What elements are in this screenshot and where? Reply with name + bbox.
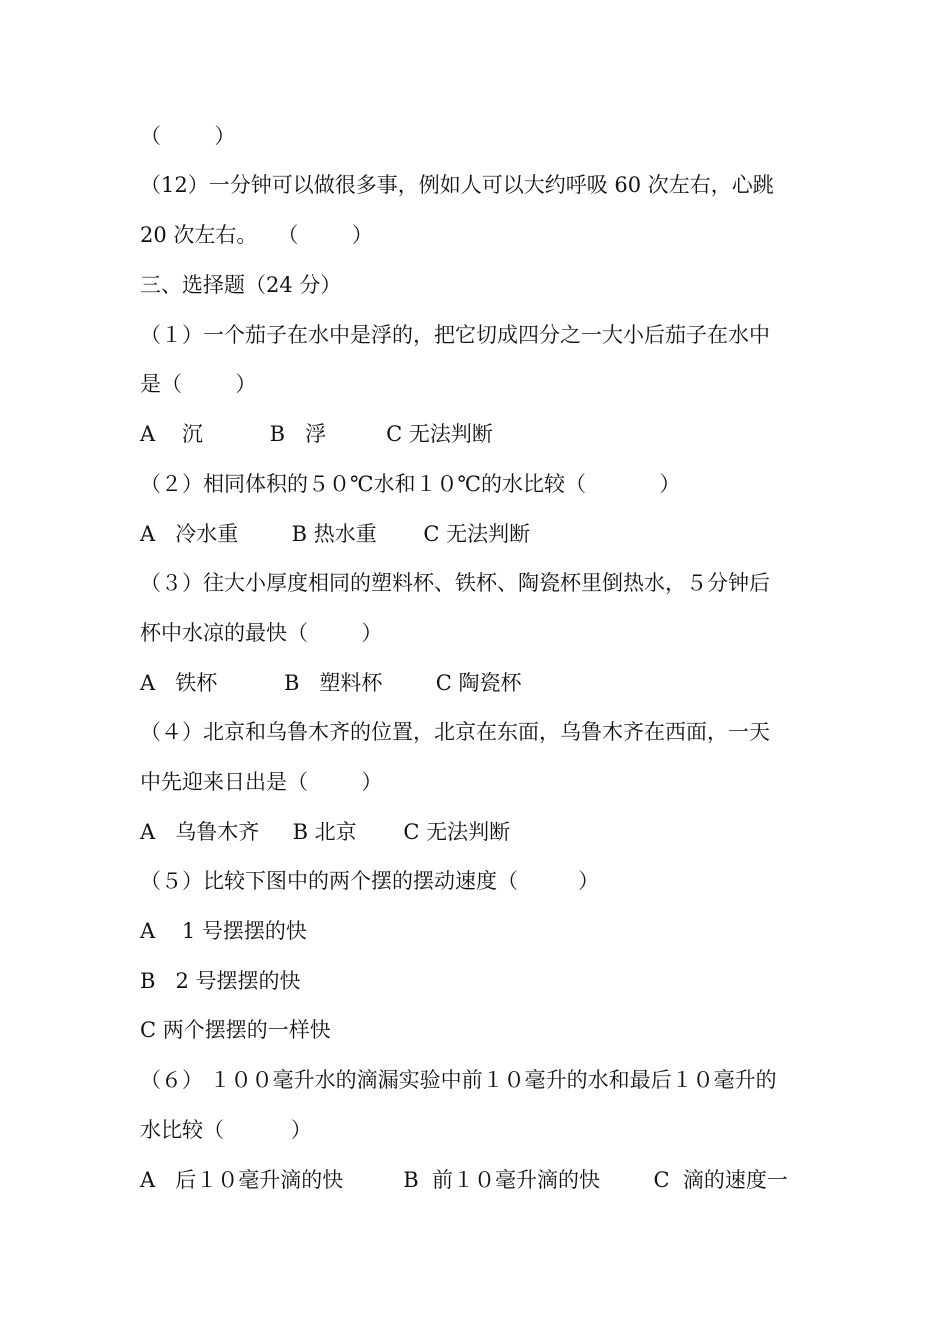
options-line-6: A 后１０毫升滴的快 B 前１０毫升滴的快 C 滴的速度一 xyxy=(140,1168,788,1192)
options-line-3: A 铁杯 B 塑料杯 C 陶瓷杯 xyxy=(140,671,522,695)
text-line-5: （１）一个茄子在水中是浮的，把它切成四分之一大小后茄子在水中 xyxy=(140,323,770,347)
options-line-2: A 冷水重 B 热水重 C 无法判断 xyxy=(140,522,531,546)
text-line-13: （４）北京和乌鲁木齐的位置，北京在东面，乌鲁木齐在西面，一天 xyxy=(140,720,770,744)
text-line-1: （ ） xyxy=(140,124,236,148)
option-b-line: B 2 号摆摆的快 xyxy=(140,969,301,993)
text-line-3: 20 次左右。 （ ） xyxy=(140,223,373,247)
option-c-line: C 两个摆摆的一样快 xyxy=(140,1018,331,1042)
option-a-line: A 1 号摆摆的快 xyxy=(140,919,307,943)
section-heading: 三、选择题（24 分） xyxy=(140,273,342,297)
text-line-8: （２）相同体积的５０℃水和１０℃的水比较（ ） xyxy=(140,472,681,496)
options-line-4: A 乌鲁木齐 B 北京 C 无法判断 xyxy=(140,820,511,844)
text-line-6: 是（ ） xyxy=(140,372,257,396)
text-line-20: （６） １００毫升水的滴漏实验中前１０毫升的水和最后１０毫升的 xyxy=(140,1068,777,1092)
options-line-1: A 沉 B 浮 C 无法判断 xyxy=(140,422,493,446)
text-line-11: 杯中水凉的最快（ ） xyxy=(140,621,383,645)
text-line-21: 水比较（ ） xyxy=(140,1118,312,1142)
text-line-10: （３）往大小厚度相同的塑料杯、铁杯、陶瓷杯里倒热水，５分钟后 xyxy=(140,571,770,595)
text-line-14: 中先迎来日出是（ ） xyxy=(140,770,383,794)
text-line-16: （５）比较下图中的两个摆的摆动速度（ ） xyxy=(140,869,600,893)
text-line-2: （12）一分钟可以做很多事，例如人可以大约呼吸 60 次左右，心跳 xyxy=(140,173,774,197)
